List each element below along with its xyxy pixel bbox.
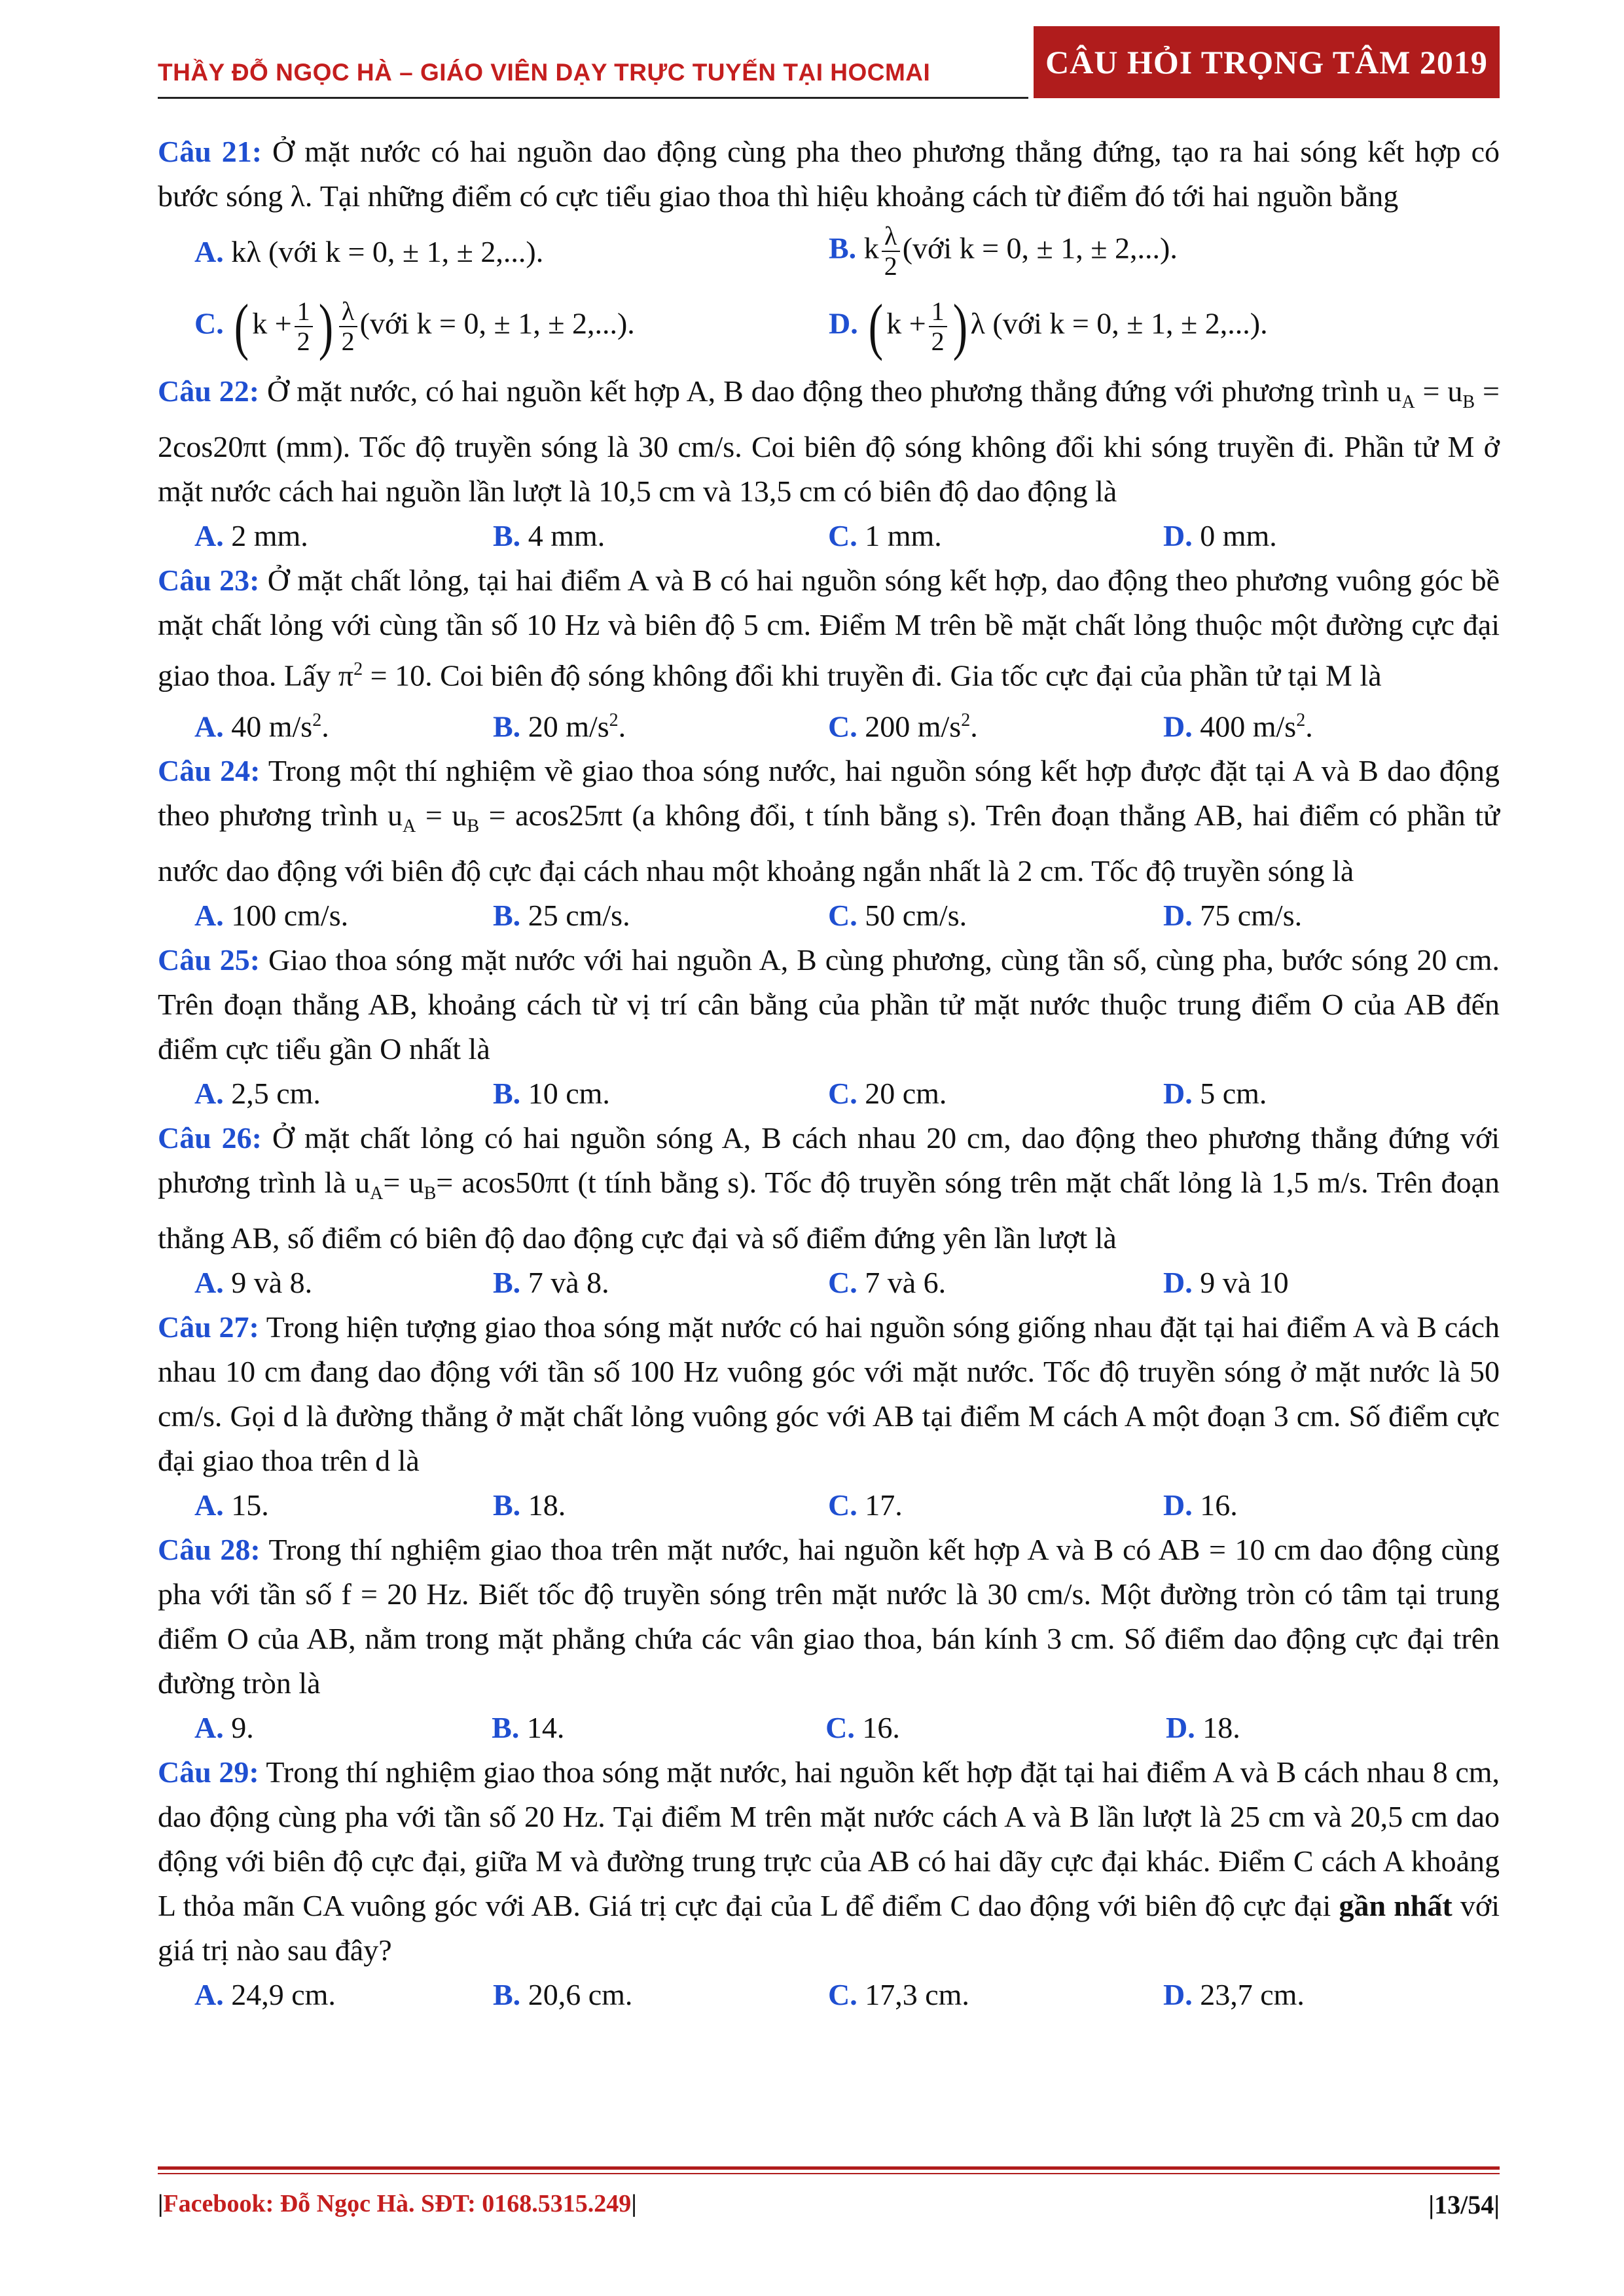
option-a: A. 15.	[194, 1488, 269, 1522]
footer-rule	[158, 2166, 1500, 2170]
question-label: Câu 24:	[158, 753, 261, 787]
option-c: C. ( k + $\frac{1}{2}$ ) $\frac{\lambda}{2}$ (với k = 0, ± 1, ± 2,...).	[194, 291, 635, 361]
option-b: B. 18.	[493, 1488, 566, 1522]
header-title-box: CÂU HỎI TRỌNG TÂM 2019	[1034, 26, 1500, 98]
option-b	[829, 222, 1500, 281]
question-28: Câu 28: Trong thí nghiệm giao thoa trên mặt nước, hai nguồn kết hợp A và B có AB = 10 cm dao động cùng pha với tần số f = 20 Hz. Biết tốc độ truyền sóng trên mặt nước là 30 cm/s. Một đường tròn có tâm tại trung điểm O của AB, nằm trong mặt phẳng chứa các vân giao thoa, bán kính 3 cm. Số điểm dao động cực đại trên đường tròn là	[158, 1533, 1500, 1700]
option-c: C. 20 cm.	[828, 1077, 947, 1111]
option-c: C. 7 và 6.	[828, 1266, 947, 1300]
question-label: Câu 26:	[158, 1121, 262, 1155]
options-row	[158, 1071, 1500, 1116]
options-row	[158, 698, 1500, 749]
question-label: Câu 29:	[158, 1755, 259, 1789]
option-d: D. 23,7 cm.	[1163, 1978, 1305, 2012]
options-row	[158, 284, 1500, 369]
option-d: D. 0 mm.	[1163, 519, 1277, 553]
fraction: $\frac{\lambda}{2}$	[882, 222, 900, 281]
option-b: B. 20 $m/s^2$.	[493, 709, 626, 743]
option-label: D.	[829, 306, 858, 340]
option-text: k +	[252, 306, 292, 340]
page-header	[158, 26, 1500, 98]
option-text: λ (với k = 0, ± 1, ± 2,...).	[970, 306, 1268, 340]
question-23: Câu 23: Ở mặt chất lỏng, tại hai điểm A và B có hai nguồn sóng kết hợp, dao động theo phương vuông góc bề mặt chất lỏng với cùng tần số 10 Hz và biên độ 5 cm. Điểm M trên bề mặt chất lỏng thuộc một đường cực đại giao thoa. Lấy $\pi^2 = 10$. Coi biên độ sóng không đổi khi truyền đi. Gia tốc cực đại của phần tử tại M là	[158, 564, 1500, 692]
question-label: Câu 25:	[158, 943, 261, 977]
option-c: C. 16.	[825, 1711, 900, 1745]
question-label: Câu 21:	[158, 135, 262, 168]
options-row	[158, 514, 1500, 558]
options-row	[158, 1261, 1500, 1305]
question-29: Câu 29: Trong thí nghiệm giao thoa sóng mặt nước, hai nguồn kết hợp đặt tại hai điểm A và B cách nhau 8 cm, dao động cùng pha với tần số 20 Hz. Tại điểm M trên mặt nước cách A và B lần lượt là 25 cm và 20,5 cm dao động với biên độ cực đại, giữa M và đường trung trực của AB có hai dãy cực đại khác. Điểm C cách A khoảng L thỏa mãn CA vuông góc với AB. Giá trị cực đại của L để điểm C dao động với biên độ cực đại gần nhất với giá trị nào sau đây?	[158, 1755, 1500, 1967]
option-d: D. 18.	[1166, 1711, 1240, 1745]
question-22: Câu 22: Ở mặt nước, có hai nguồn kết hợp A, B dao động theo phương thẳng đứng với phương trình $u_A = u_B = 2\cos 20\pi t$ (mm). Tốc độ truyền sóng là 30 cm/s. Coi biên độ sóng không đổi khi sóng truyền đi. Phần tử M ở mặt nước cách hai nguồn lần lượt là 10,5 cm và 13,5 cm có biên độ dao động là	[158, 374, 1500, 509]
option-c: C. 17,3 cm.	[828, 1978, 969, 2012]
option-text: k +	[886, 306, 926, 340]
option-c: C. 17.	[828, 1488, 903, 1522]
options-row	[158, 1973, 1500, 2017]
page-number: |13/54|	[1428, 2190, 1500, 2219]
options-row	[158, 219, 1500, 284]
option-a: A. 2,5 cm.	[194, 1077, 321, 1111]
option-label: B.	[829, 231, 857, 265]
option-d: D. 5 cm.	[1163, 1077, 1267, 1111]
option-a: A. 9 và 8.	[194, 1266, 313, 1300]
fraction: $\frac{\lambda}{2}$	[339, 297, 357, 356]
question-21	[158, 130, 1500, 219]
question-24: Câu 24: Trong một thí nghiệm về giao thoa sóng nước, hai nguồn sóng kết hợp được đặt tại A và B dao động theo phương trình $u_A = u_B = acos25\pi t$ (a không đổi, t tính bằng s). Trên đoạn thẳng AB, hai điểm có phần tử nước dao động với biên độ cực đại cách nhau một khoảng ngắn nhất là 2 cm. Tốc độ truyền sóng là	[158, 753, 1500, 888]
questions-content	[158, 130, 1500, 2017]
option-label: C.	[194, 306, 224, 340]
option-text: kλ (với k = 0, ± 1, ± 2,...).	[231, 234, 544, 268]
footer-contact: |Facebook: Đỗ Ngọc Hà. SĐT: 0168.5315.249|	[158, 2190, 637, 2217]
option-b: B. 10 cm.	[493, 1077, 610, 1111]
question-label: Câu 28:	[158, 1533, 261, 1567]
option-b: B. 7 và 8.	[493, 1266, 609, 1300]
fraction: $\frac{1}{2}$	[929, 297, 947, 356]
header-author-text: THẦY ĐỖ NGỌC HÀ – GIÁO VIÊN DẠY TRỰC TUYẾN TẠI HOCMAI	[158, 59, 931, 86]
option-d: D. ( k + $\frac{1}{2}$ ) λ (với k = 0, ± 1, ± 2,...).	[829, 291, 1268, 361]
option-b: B. 25 cm/s.	[493, 899, 630, 933]
option-d: D. 75 cm/s.	[1163, 899, 1303, 933]
option-d: D. 16.	[1163, 1488, 1238, 1522]
question-27: Câu 27: Trong hiện tượng giao thoa sóng mặt nước có hai nguồn sóng giống nhau đặt tại hai điểm A và B cách nhau 10 cm đang dao động với tần số 100 Hz vuông góc với mặt nước. Tốc độ truyền sóng ở mặt nước là 50 cm/s. Gọi d là đường thẳng ở mặt chất lỏng vuông góc với AB tại điểm M cách A một đoạn 3 cm. Số điểm cực đại giao thoa trên d là	[158, 1310, 1500, 1478]
question-26: Câu 26: Ở mặt chất lỏng có hai nguồn sóng A, B cách nhau 20 cm, dao động theo phương thẳng đứng với phương trình là $u_A= u_B= acos50\pi t$ (t tính bằng s). Tốc độ truyền sóng trên mặt chất lỏng là 1,5 m/s. Trên đoạn thẳng AB, số điểm có biên độ dao động cực đại và số điểm đứng yên lần lượt là	[158, 1121, 1500, 1255]
option-text: (với k = 0, ± 1, ± 2,...).	[359, 306, 635, 340]
options-row	[158, 893, 1500, 938]
question-label: Câu 27:	[158, 1310, 259, 1344]
option-a: A. 24,9 cm.	[194, 1978, 336, 2012]
option-a	[158, 234, 829, 269]
option-c: C. 1 mm.	[828, 519, 942, 553]
fraction: $\frac{1}{2}$	[295, 297, 313, 356]
option-label: A.	[194, 234, 224, 268]
option-c: C. 200 $m/s^2$.	[828, 709, 978, 743]
option-d: D. 400 $m/s^2$.	[1163, 709, 1313, 743]
question-label: Câu 23:	[158, 564, 260, 598]
option-b: B. 14.	[492, 1711, 565, 1745]
option-text: (với k = 0, ± 1, ± 2,...).	[902, 231, 1178, 265]
header-rule	[158, 97, 1028, 99]
options-row	[158, 1706, 1500, 1750]
option-a: A. 100 cm/s.	[194, 899, 349, 933]
options-row	[158, 1483, 1500, 1528]
option-c: C. 50 cm/s.	[828, 899, 967, 933]
question-text: Ở mặt nước có hai nguồn dao động cùng pha theo phương thẳng đứng, tạo ra hai sóng kết hợp có bước sóng λ. Tại những điểm có cực tiểu giao thoa thì hiệu khoảng cách từ điểm đó tới hai nguồn bằng	[158, 135, 1500, 213]
option-text: k	[863, 231, 879, 265]
option-a: A. 9.	[194, 1711, 254, 1745]
question-label: Câu 22:	[158, 374, 260, 408]
option-a: A. 2 mm.	[194, 519, 308, 553]
option-a: A. 40 $m/s^2$.	[194, 709, 329, 743]
option-b: B. 20,6 cm.	[493, 1978, 633, 2012]
question-25: Câu 25: Giao thoa sóng mặt nước với hai nguồn A, B cùng phương, cùng tần số, cùng pha, bước sóng 20 cm. Trên đoạn thẳng AB, khoảng cách từ vị trí cân bằng của phần tử mặt nước thuộc trung điểm O của AB đến điểm cực tiểu gần O nhất là	[158, 943, 1500, 1066]
footer-rule-thin	[158, 2173, 1500, 2174]
option-b: B. 4 mm.	[493, 519, 605, 553]
option-d: D. 9 và 10	[1163, 1266, 1289, 1300]
footer-contact-text: Facebook: Đỗ Ngọc Hà. SĐT: 0168.5315.249	[163, 2190, 632, 2217]
